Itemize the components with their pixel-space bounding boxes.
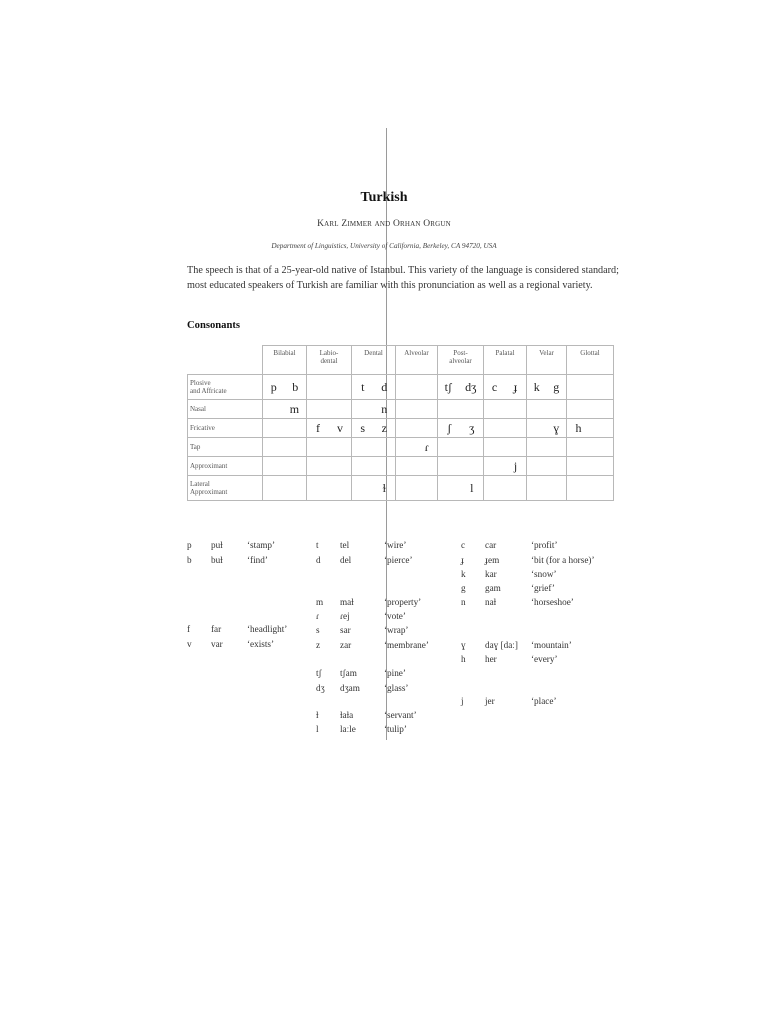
example-gloss: ‘glass’ [384,683,409,693]
example-word: naɫ [485,597,497,607]
chart-cell [263,438,307,457]
example-gloss: ‘bit (for a horse)’ [531,555,595,565]
chart-row-nasal [188,400,614,419]
chart-cell [307,476,352,501]
example-word: her [485,654,497,664]
example-gloss: ‘stamp’ [247,540,276,550]
example-gloss: ‘vote’ [384,611,406,621]
chart-cell [484,419,527,438]
example-symbol: h [461,654,466,664]
example-symbol: f [187,624,191,634]
voiced-symbol: ɫ [382,480,386,495]
chart-row-approximant [188,457,614,476]
example-symbol: j [461,696,464,706]
chart-row-lateral-approximant [188,476,614,501]
example-gloss: ‘exists’ [247,639,275,649]
voiceless-symbol: t [361,379,365,394]
voiced-symbol: ʒ [469,420,475,435]
example-gloss: ‘wrap’ [384,625,409,635]
chart-cell [438,400,484,419]
chart-cell [567,438,614,457]
chart-row-plosive-affricate [188,375,614,400]
example-symbol: z [316,640,321,650]
voiced-symbol: ɣ [553,420,560,435]
chart-cell [527,419,567,438]
row-head-lateral-approximant: Lateral Approximant [188,476,263,501]
example-symbol: ɟ [461,555,465,565]
example-word: tʃam [340,668,357,678]
chart-cell [352,457,396,476]
example-word: buɫ [211,555,223,565]
chart-cell [484,375,527,400]
example-symbol: b [187,555,192,565]
chart-cell [263,476,307,501]
example-gloss: ‘find’ [247,555,268,565]
chart-cell [263,457,307,476]
chart-cell [307,457,352,476]
example-symbol: dʒ [316,683,325,693]
row-head-plosive-affricate: Plosive and Affricate [188,375,263,400]
authors-line: Karl Zimmer and Orhan Orgun [317,219,451,229]
example-symbol: t [316,540,319,550]
chart-cell [438,476,484,501]
chart-cell [567,419,614,438]
chart-cell [396,419,438,438]
chart-cell [484,476,527,501]
voiced-symbol: m [289,401,300,416]
example-word: car [485,540,497,550]
chart-cell [263,419,307,438]
voiced-symbol: d [381,379,388,394]
example-symbol: ɣ [461,640,466,650]
chart-cell [484,457,527,476]
consonant-chart [187,345,614,501]
chart-cell [396,438,438,457]
col-head-alveolar: Alveolar [396,346,438,375]
chart-cell [567,476,614,501]
example-word: ɟem [485,555,500,565]
col-head-labiodental: Labio- dental [307,346,352,375]
chart-cell [352,476,396,501]
example-symbol: p [187,540,192,550]
example-gloss: ‘tulip’ [384,724,407,734]
example-gloss: ‘every’ [531,654,558,664]
voiced-symbol: ɾ [424,439,429,454]
col-head-bilabial: Bilabial [263,346,307,375]
chart-cell [396,375,438,400]
row-head-fricative: Fricative [188,419,263,438]
row-head-approximant: Approximant [188,457,263,476]
example-gloss: ‘snow’ [531,569,557,579]
voiced-symbol: g [553,379,560,394]
voiced-symbol: n [381,401,388,416]
chart-cell [396,400,438,419]
chart-cell [567,457,614,476]
example-word: laːle [340,724,356,734]
example-gloss: ‘horseshoe’ [531,597,574,607]
example-word: jer [485,696,495,706]
voiced-symbol: v [337,420,343,435]
example-word: kar [485,569,497,579]
example-gloss: ‘mountain’ [531,640,572,650]
example-gloss: ‘place’ [531,696,557,706]
chart-header-row [188,346,614,375]
chart-cell [527,476,567,501]
voiceless-symbol: c [491,379,498,394]
example-gloss: ‘headlight’ [247,624,288,634]
voiced-symbol: b [292,379,299,394]
example-symbol: m [316,597,324,607]
chart-cell [352,375,396,400]
chart-row-tap [188,438,614,457]
example-gloss: ‘pierce’ [384,555,413,565]
voiced-symbol: dʒ [465,379,477,394]
example-word: gam [485,583,501,593]
voiceless-symbol: h [575,420,582,435]
example-gloss: ‘servant’ [384,710,417,720]
example-symbol: ɾ [316,611,320,621]
example-symbol: tʃ [316,668,322,678]
voiceless-symbol: ʃ [447,420,452,435]
chart-cell [307,438,352,457]
chart-cell [527,457,567,476]
chart-cell [567,375,614,400]
voiced-symbol: l [470,480,474,495]
example-word: puɫ [211,540,223,550]
example-symbol: k [461,569,466,579]
example-word: ɾej [340,611,350,621]
chart-cell [396,476,438,501]
example-word: dʒam [340,683,360,693]
voiceless-symbol: k [533,379,540,394]
chart-body [188,375,614,501]
voiceless-symbol: p [270,379,277,394]
row-head-nasal: Nasal [188,400,263,419]
example-word: del [340,555,352,565]
chart-cell [396,457,438,476]
col-head-dental: Dental [352,346,396,375]
col-head-glottal: Glottal [567,346,614,375]
voiceless-symbol: tʃ [444,379,452,394]
example-symbol: s [316,625,320,635]
affiliation-line: Department of Linguistics, University of California, Berkeley, CA 94720, USA [271,242,497,250]
example-gloss: ‘pine’ [384,668,406,678]
example-symbol: n [461,597,466,607]
example-gloss: ‘membrane’ [384,640,429,650]
chart-cell [438,375,484,400]
chart-cell [352,438,396,457]
example-gloss: ‘wire’ [384,540,407,550]
example-gloss: ‘grief’ [531,583,555,593]
chart-cell [484,438,527,457]
intro-paragraph: The speech is that of a 25-year-old native of Istanbul. This variety of the language is considered standard; most educated speakers of Turkish are familiar with this pronunciation as well as a regional variety. [187,265,619,291]
example-word: far [211,624,222,634]
chart-row-fricative [188,419,614,438]
chart-corner [188,346,263,375]
chart-cell [352,419,396,438]
chart-cell [307,375,352,400]
chart-cell [307,400,352,419]
example-symbol: d [316,555,321,565]
example-gloss: ‘property’ [384,597,422,607]
voiced-symbol: ɟ [513,379,518,394]
example-word: maɫ [340,597,354,607]
chart-cell [438,419,484,438]
example-word: zar [340,640,352,650]
example-word: var [211,639,223,649]
example-symbol: v [187,639,192,649]
chart-cell [263,400,307,419]
chart-cell [527,375,567,400]
chart-cell [527,438,567,457]
page-title: Turkish [360,190,408,205]
chart-cell [352,400,396,419]
example-symbol: ɫ [316,710,319,720]
example-symbol: g [461,583,466,593]
voiceless-symbol: s [360,420,366,435]
chart-cell [438,457,484,476]
example-word: sar [340,625,351,635]
example-symbol: c [461,540,466,550]
chart-cell [567,400,614,419]
example-symbol: l [316,724,319,734]
chart-cell [438,438,484,457]
section-heading-consonants: Consonants [187,320,240,331]
voiced-symbol: j [513,458,518,473]
chart-cell [527,400,567,419]
col-head-velar: Velar [527,346,567,375]
chart-cell [263,375,307,400]
voiceless-symbol: f [316,420,320,435]
row-head-tap: Tap [188,438,263,457]
voiced-symbol: z [381,420,387,435]
example-word: ɫaɫa [340,710,354,720]
chart-cell [484,400,527,419]
col-head-postalveolar: Post- alveolar [438,346,484,375]
col-head-palatal: Palatal [484,346,527,375]
example-gloss: ‘profit’ [531,540,558,550]
example-word: tel [340,540,350,550]
example-word: daɣ [daː] [485,640,518,650]
chart-cell [307,419,352,438]
